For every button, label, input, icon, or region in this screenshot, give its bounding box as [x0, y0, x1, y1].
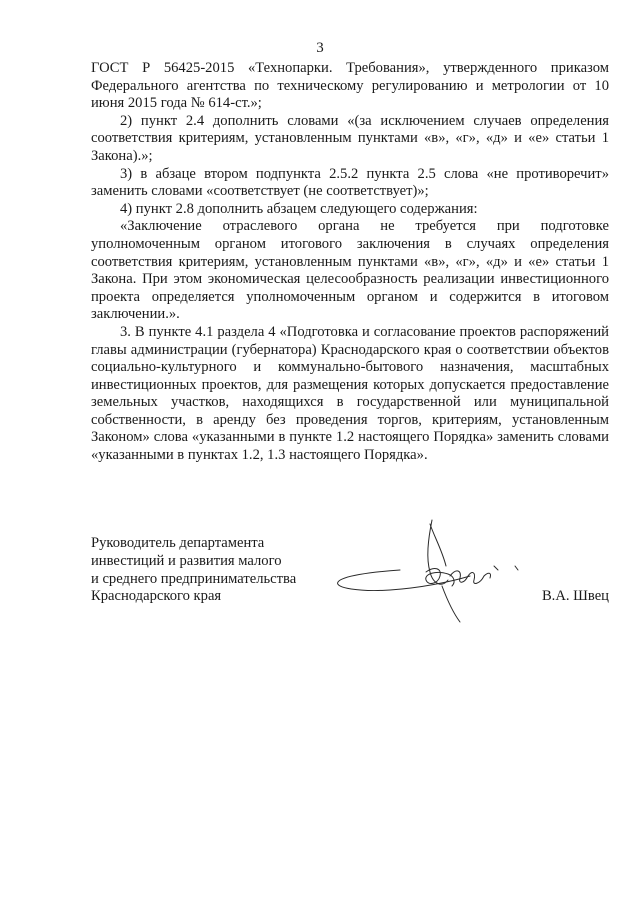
paragraph-4: 4) пункт 2.8 дополнить абзацем следующего содержания:	[120, 200, 478, 217]
paragraph-1: ГОСТ Р 56425-2015 «Технопарки. Требования», утвержденного приказом Федерального агентства по техническому регулированию и метрологии от 10 июня 2015 года № 614-ст.»;	[91, 60, 609, 112]
signer-title-line: инвестиций и развития малого	[91, 552, 282, 569]
signer-title-line: Краснодарского края	[91, 588, 222, 605]
paragraph-3: 3) в абзаце втором подпункта 2.5.2 пункта 2.5 слова «не противоречит» заменить словами «соответствует (не соответствует)»;	[91, 165, 609, 200]
paragraph-6: 3. В пункте 4.1 раздела 4 «Подготовка и согласование проектов распоряжений главы администрации (губернатора) Краснодарского края о соответствии объектов социально-культурного и коммунально-бытового назначения, масштабных инвестиционных проектов, для размещения которых допускается предоставление земельных участков, находящихся в государственной или муниципальной собственности, в аренду без проведения торгов, критериям, установленным Законом» слова «указанными в пункте 1.2 настоящего Порядка» заменить словами «указанными в пунктах 1.2, 1.3 настоящего Порядка».	[91, 323, 609, 464]
page-number: 3	[316, 40, 324, 56]
document-body	[91, 60, 609, 465]
signer-title-line: и среднего предпринимательства	[91, 570, 297, 587]
signer-title-line: Руководитель департамента	[91, 535, 265, 551]
handwritten-signature	[330, 510, 540, 630]
paragraph-2: 2) пункт 2.4 дополнить словами «(за исключением случаев определения соответствия критериям, установленным пунктами «в», «г», «д» и «е» статьи 1 Закона).»;	[91, 112, 609, 164]
signer-title-block	[91, 535, 296, 606]
signer-name: В.А. Швец	[541, 588, 609, 604]
paragraph-5: «Заключение отраслевого органа не требуется при подготовке уполномоченным органом итогового заключения в случаях определения соответствия критериям, установленным пунктами «в», «г», «д» и «е» статьи 1 Закона. При этом экономическая целесообразность реализации инвестиционного проекта определяется уполномоченным органом и содержится в итоговом заключении.».	[91, 218, 609, 323]
